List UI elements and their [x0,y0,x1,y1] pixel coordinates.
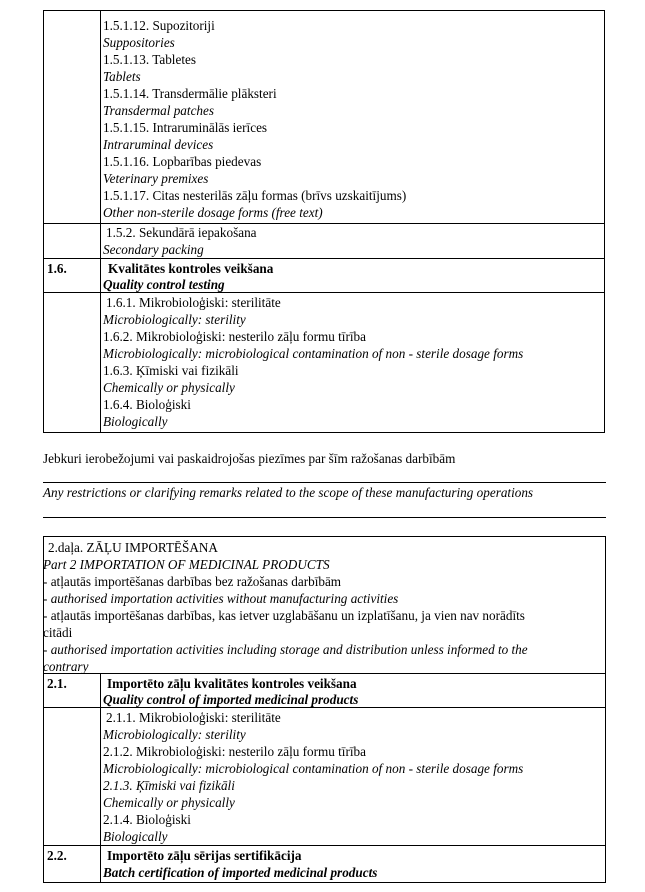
part2-note: contrary [43,659,89,674]
remarks-underline [43,482,606,483]
batch-cert-number: 2.2. [47,848,67,863]
import-qc-item-en: Microbiologically: microbiological contamination of non - sterile dosage forms [103,761,524,776]
batch-cert-title-en: Batch certification of imported medicinal products [103,865,378,880]
table2-row-divider [43,845,606,846]
qc-item-lv: 1.6.1. Mikrobioloģiski: sterilitāte [106,295,281,310]
dosage-form-en: Veterinary premixes [103,171,209,186]
table1-row-divider [43,258,605,259]
table2-column-divider [100,673,101,883]
qc-section-title-lv: Kvalitātes kontroles veikšana [108,261,274,276]
import-qc-title-en: Quality control of imported medicinal products [103,692,359,707]
secondary-packing-lv: 1.5.2. Sekundārā iepakošana [106,225,257,240]
batch-cert-title-lv: Importēto zāļu sērijas sertifikācija [107,848,302,863]
import-qc-item-en: Biologically [103,829,168,844]
part2-note: - atļautās importēšanas darbības, kas ietver uzglabāšanu un izplatīšanu, ja vien nav norādīts [43,608,525,623]
import-qc-item-en: Chemically or physically [103,795,235,810]
dosage-form-lv: 1.5.1.13. Tabletes [103,52,196,67]
import-qc-item-en: Microbiologically: sterility [103,727,246,742]
dosage-form-lv: 1.5.1.16. Lopbarības piedevas [103,154,262,169]
import-qc-item-lv: 2.1.1. Mikrobioloģiski: sterilitāte [106,710,281,725]
part2-note: - authorised importation activities without manufacturing activities [43,591,399,606]
dosage-form-en: Transdermal patches [103,103,214,118]
secondary-packing-en: Secondary packing [103,242,204,257]
dosage-form-lv: 1.5.1.17. Citas nesterilās zāļu formas (brīvs uzskaitījums) [103,188,407,203]
remarks-label-lv: Jebkuri ierobežojumi vai paskaidrojošas piezīmes par šīm ražošanas darbībām [43,451,456,466]
qc-section-title-en: Quality control testing [103,277,225,292]
dosage-form-lv: 1.5.1.14. Transdermālie plāksteri [103,86,277,101]
dosage-form-lv: 1.5.1.15. Intraruminālās ierīces [103,120,268,135]
qc-item-en: Microbiologically: sterility [103,312,246,327]
qc-item-lv: 1.6.3. Ķīmiski vai fizikāli [103,363,239,378]
qc-item-en: Microbiologically: microbiological contamination of non - sterile dosage forms [103,346,524,361]
dosage-form-lv: 1.5.1.12. Supozitoriji [103,18,215,33]
remarks-label-en: Any restrictions or clarifying remarks related to the scope of these manufacturing operations [43,485,534,500]
dosage-form-en: Intraruminal devices [103,137,214,152]
qc-item-lv: 1.6.2. Mikrobioloģiski: nesterilo zāļu formu tīrība [103,329,366,344]
table1-column-divider [100,10,101,433]
part2-note: - authorised importation activities including storage and distribution unless informed to the [43,642,528,657]
qc-section-number: 1.6. [47,261,67,276]
part2-title-en: Part 2 IMPORTATION OF MEDICINAL PRODUCTS [43,557,330,572]
import-qc-item-lv: 2.1.3. Ķīmiski vai fizikāli [103,778,235,793]
import-qc-title-lv: Importēto zāļu kvalitātes kontroles veikšana [107,676,357,691]
dosage-form-en: Other non-sterile dosage forms (free text) [103,205,323,220]
part2-title-lv: 2.daļa. ZĀĻU IMPORTĒŠANA [48,540,218,555]
part2-note: citādi [43,625,73,640]
part2-note: - atļautās importēšanas darbības bez ražošanas darbībām [43,574,342,589]
remarks-underline [43,517,606,518]
import-qc-number: 2.1. [47,676,67,691]
import-qc-item-lv: 2.1.2. Mikrobioloģiski: nesterilo zāļu formu tīrība [103,744,366,759]
qc-item-en: Biologically [103,414,168,429]
table2-row-divider [43,673,606,674]
import-qc-item-lv: 2.1.4. Bioloģiski [103,812,191,827]
dosage-form-en: Tablets [103,69,141,84]
dosage-form-en: Suppositories [103,35,175,50]
qc-item-lv: 1.6.4. Bioloģiski [103,397,191,412]
qc-item-en: Chemically or physically [103,380,235,395]
